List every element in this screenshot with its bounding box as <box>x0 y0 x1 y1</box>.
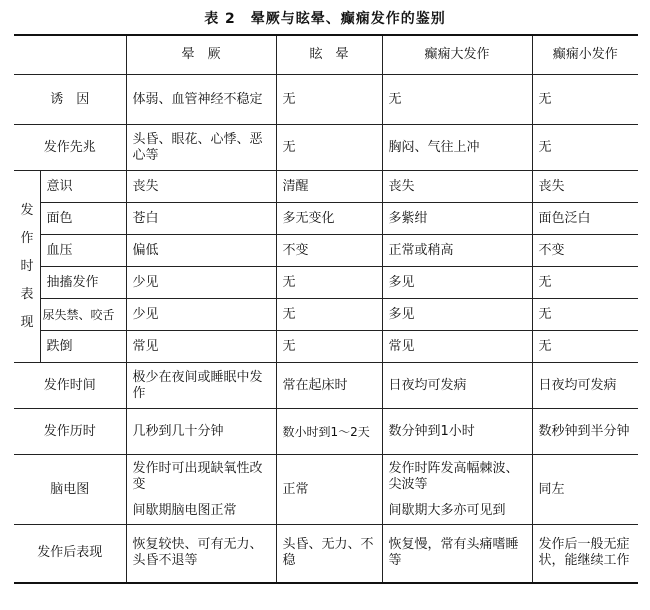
cell: 极少在夜间或睡眠中发作 <box>126 363 276 409</box>
cell: 无 <box>532 75 638 125</box>
cell: 胸闷、气往上冲 <box>382 125 532 171</box>
row-label: 意识 <box>40 171 126 203</box>
row-label: 诱 因 <box>14 75 126 125</box>
cell: 正常 <box>276 455 382 525</box>
cell: 无 <box>532 331 638 363</box>
cell: 多见 <box>382 299 532 331</box>
cell <box>126 455 276 525</box>
header-blank <box>14 35 126 75</box>
table-row <box>14 331 638 363</box>
row-label: 脑电图 <box>14 455 126 525</box>
row-label: 血压 <box>40 235 126 267</box>
table-row <box>14 409 638 455</box>
cell: 丧失 <box>532 171 638 203</box>
table-row <box>14 299 638 331</box>
cell: 不变 <box>532 235 638 267</box>
cell: 发作后一般无症状，能继续工作 <box>532 525 638 583</box>
cell: 常见 <box>382 331 532 363</box>
cell: 数秒钟到半分钟 <box>532 409 638 455</box>
cell: 少见 <box>126 267 276 299</box>
row-label: 发作先兆 <box>14 125 126 171</box>
cell: 无 <box>276 125 382 171</box>
cell-line: 间歇期脑电图正常 <box>132 502 237 518</box>
group-label-text: 发作时表现 <box>20 202 34 330</box>
cell: 无 <box>532 299 638 331</box>
cell: 日夜均可发病 <box>532 363 638 409</box>
cell: 恢复较快、可有无力、头昏不退等 <box>126 525 276 583</box>
row-label: 发作后表现 <box>14 525 126 583</box>
cell: 常在起床时 <box>276 363 382 409</box>
row-label: 抽搐发作 <box>40 267 126 299</box>
table-row <box>14 455 638 525</box>
cell: 无 <box>276 75 382 125</box>
group-label-attack-manifestation <box>14 171 40 363</box>
cell: 数分钟到1小时 <box>382 409 532 455</box>
row-label: 尿失禁、咬舌 <box>40 299 126 331</box>
cell: 头昏、眼花、心悸、恶心等 <box>126 125 276 171</box>
cell-line: 间歇期大多亦可见到 <box>388 502 506 518</box>
cell: 日夜均可发病 <box>382 363 532 409</box>
cell: 不变 <box>276 235 382 267</box>
cell: 恢复慢，常有头痛嗜睡等 <box>382 525 532 583</box>
table-row <box>14 267 638 299</box>
cell: 数小时到1～2天 <box>276 409 382 455</box>
cell: 偏低 <box>126 235 276 267</box>
cell: 几秒到几十分钟 <box>126 409 276 455</box>
cell: 常见 <box>126 331 276 363</box>
cell: 无 <box>276 331 382 363</box>
cell: 同左 <box>532 455 638 525</box>
differential-table <box>14 34 638 584</box>
row-label: 发作历时 <box>14 409 126 455</box>
cell: 无 <box>276 299 382 331</box>
cell: 无 <box>532 267 638 299</box>
cell-line: 发作时可出现缺氧性改变 <box>132 460 263 492</box>
table-row <box>14 171 638 203</box>
header-grand-mal: 癫痫大发作 <box>382 35 532 75</box>
cell: 丧失 <box>126 171 276 203</box>
table-row <box>14 203 638 235</box>
cell: 多无变化 <box>276 203 382 235</box>
cell: 多见 <box>382 267 532 299</box>
row-label: 发作时间 <box>14 363 126 409</box>
table-caption: 表 2 晕厥与眩晕、癫痫发作的鉴别 <box>204 11 446 27</box>
table-row <box>14 75 638 125</box>
header-row <box>14 35 638 75</box>
row-label: 面色 <box>40 203 126 235</box>
table-row <box>14 363 638 409</box>
cell-line: 发作时阵发高幅棘波、尖波等 <box>388 460 519 492</box>
cell: 头昏、无力、不稳 <box>276 525 382 583</box>
header-petit-mal: 癫痫小发作 <box>532 35 638 75</box>
header-syncope: 晕 厥 <box>126 35 276 75</box>
cell: 清醒 <box>276 171 382 203</box>
cell: 无 <box>532 125 638 171</box>
cell: 丧失 <box>382 171 532 203</box>
row-label: 跌倒 <box>40 331 126 363</box>
cell: 面色泛白 <box>532 203 638 235</box>
cell: 苍白 <box>126 203 276 235</box>
cell: 正常或稍高 <box>382 235 532 267</box>
cell <box>382 455 532 525</box>
header-vertigo: 眩 晕 <box>276 35 382 75</box>
table-row <box>14 525 638 583</box>
cell: 无 <box>276 267 382 299</box>
table-row <box>14 235 638 267</box>
cell: 多紫绀 <box>382 203 532 235</box>
cell: 无 <box>382 75 532 125</box>
table-row <box>14 125 638 171</box>
cell: 少见 <box>126 299 276 331</box>
cell: 体弱、血管神经不稳定 <box>126 75 276 125</box>
